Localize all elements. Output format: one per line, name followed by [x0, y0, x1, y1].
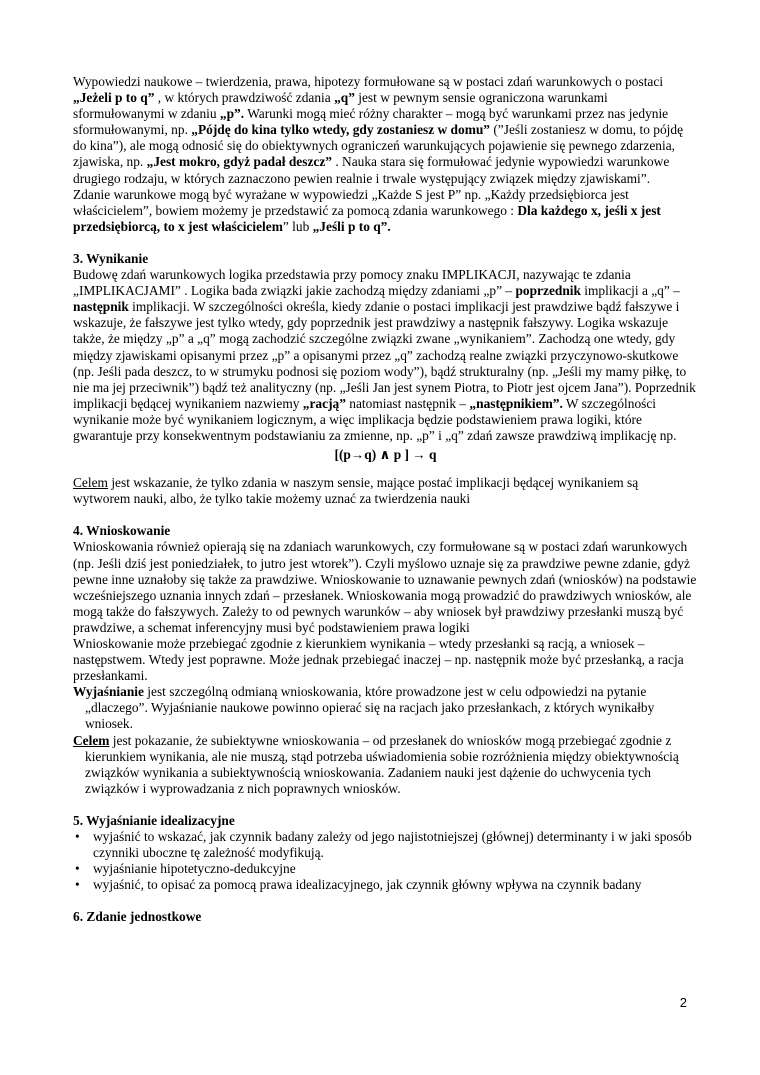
list-item-text: wyjaśnić, to opisać za pomocą prawa idealizacyjnego, jak czynnik główny wpływa na czynnik badany [93, 877, 642, 893]
section-4-heading: 4. Wnioskowanie [73, 523, 171, 539]
section-3-paragraph-1 [73, 267, 698, 444]
text-run: jest pokazanie, że subiektywne wnioskowania – od przesłanek do wniosków mogą przebiegać zgodnie z kierunkiem wynikania, ale nie muszą, stąd potrzeba uświadomienia sobie rozróżnienia między obiektywnością związków wynikania a subiektywnością wnioskowania. Zadaniem nauki jest dążenie do uchwycenia tych związków i wyprowadzania z nich poprawnych wniosków. [85, 732, 679, 796]
section-4-paragraph-1 [73, 539, 698, 636]
bold-text: Celem [73, 732, 110, 748]
text-run: jest wskazanie, że tylko zdania w naszym sensie, mające postać implikacji będącej wynikaniem są wytworem nauki, albo, że tylko takie możemy uznać za twierdzenia nauki [73, 475, 639, 507]
bold-text: „Pójdę do kina tylko wtedy, gdy zostaniesz w domu” [191, 122, 490, 138]
list-item-text: wyjaśnianie hipotetyczno-dedukcyjne [93, 861, 296, 877]
bullet-icon: • [75, 877, 80, 893]
bold-text: Wyjaśnianie [73, 684, 144, 700]
document-body [73, 74, 698, 926]
bold-text: „q” [334, 90, 355, 106]
bold-text: poprzednik [515, 283, 581, 299]
text-run: Wnioskowania również opierają się na zdaniach warunkowych, czy formułowane są w postaci zdań warunkowych (np. Jeśli dziś jest poniedziałek, to jutro jest wtorek”). Czyli myślowo uznaje się za prawdziwe pewne zdanie, gdyż pewne inne uznałoby się także za prawdziwe. Wnioskowanie to uznawanie pewnych zdań (wniosków) na podstawie wcześniejszego uznania innych zdań – przesłanek. Wnioskowania mogą prowadzić do prawdziwych wniosków, ale mogą także do fałszywych. Zależy to od pewnych warunków – aby wniosek był prawdziwy przesłanki muszą być prawdziwe, a schemat inferencyjny musi być podstawieniem prawa logiki [73, 539, 697, 635]
bullet-icon: • [75, 861, 80, 877]
section-4-paragraph-explanation [73, 684, 698, 732]
bullet-icon: • [75, 829, 80, 845]
section-5-heading: 5. Wyjaśnianie idealizacyjne [73, 812, 235, 828]
text-run: implikacji. W szczególności określa, kiedy zdanie o postaci implikacji jest prawdziwe bądź fałszywe i wskazuje, że fałszywe jest tylko wtedy, gdy poprzednik jest prawdziwy a następnik fałszywy. Logika wskazuje także, że między „p” a „q” mogą zachodzić szczególne związki zwane „wynikaniem”. Zachodzą one wtedy, gdy między zjawiskami opisanymi przez „p” a opisanymi przez „q” zachodzą realne związki przyczynowo-skutkowe (np. Jeśli pada deszcz, to w strumyku podnosi się poziom wody”), bądź strukturalny (np. „Jeśli my mamy piłkę, to nie ma jej przeciwnik”) bądź też analityczny (np. „Jeśli Jan jest synem Piotra, to Piotr jest ojcem Jana”). Poprzednik implikacji będącej wynikaniem nazwiemy [73, 299, 696, 411]
bold-text: „racją” [302, 395, 346, 411]
text-run: W szczególności wynikanie może być wynikaniem logicznym, a więc implikacja będzie podstawieniem prawa logiki, które gwarantuje przy konsekwentnym podstawianiu za zmienne, np. „p” i „q” zdań zawsze prawdziwą implikację np. [73, 395, 677, 443]
bold-text: „Jeżeli p to q” [73, 90, 155, 106]
text-run: natomiast następnik – [345, 395, 470, 411]
intro-paragraph-1 [73, 74, 698, 187]
section-4-paragraph-goal [73, 733, 698, 797]
bold-text: Dla każdego x, jeśli x jest przedsiębiorcą, to x jest właścicielem [73, 202, 661, 234]
section-6-heading: 6. Zdanie jednostkowe [73, 909, 202, 925]
list-item-text: wyjaśnić to wskazać, jak czynnik badany zależy od jego najistotniejszej (głównej) determinanty i w jaki sposób czynniki uboczne tę zależność modyfikują. [93, 829, 692, 861]
text-run: , w których prawdziwość zdania [154, 90, 335, 106]
intro-paragraph-2 [73, 187, 698, 235]
text-run: Wnioskowanie może przebiegać zgodnie z kierunkiem wynikania – wtedy przesłanki są racją, a wniosek – następstwem. Wtedy jest poprawne. Może jednak przebiegać inaczej – np. następnik może być przesłanką, a racja przesłankami. [73, 636, 684, 684]
section-3-heading: 3. Wynikanie [73, 250, 149, 266]
text-run: ” lub [282, 218, 313, 234]
text-run: jest szczególną odmianą wnioskowania, które prowadzone jest w celu odpowiedzi na pytanie „dlaczego”. Wyjaśnianie naukowe powinno opierać się na racjach jako przesłankach, z których wynikałby wniosek. [85, 684, 655, 732]
list-item [73, 829, 698, 861]
text-run: implikacji a „q” – [580, 283, 680, 299]
page-number: 2 [679, 995, 687, 1010]
bold-text: „Jeśli p to q”. [312, 218, 391, 234]
bold-text: „następnikiem”. [469, 395, 563, 411]
bold-text: „Jest mokro, gdyż padał deszcz” [146, 154, 332, 170]
text-run: Zdanie warunkowe mogą być wyrażane w wypowiedzi „Każde S jest P” np. „Każdy przedsiębiorca jest właścicielem”, bowiem możemy je przedstawić za pomocą zdania warunkowego : [73, 186, 629, 218]
bold-text: „p”. [219, 106, 245, 122]
text-run: Warunki mogą mieć różny charakter – mogą być warunkami przez nas jedynie sformułowanymi, np. [73, 106, 669, 138]
list-item [73, 861, 698, 877]
text-run: Budowę zdań warunkowych logika przedstawia przy pomocy znaku IMPLIKACJI, nazywając te zdania „IMPLIKACJAMI” . Logika bada związki jakie zachodzą między zdaniami „p” – [73, 267, 631, 299]
section-5-bullet-list [73, 829, 698, 893]
section-4-paragraph-2 [73, 636, 698, 684]
text-run: (”Jeśli zostaniesz w domu, to pójdę do kina”), ale mogą odnosić się do obiektywnych ograniczeń warunkujących pojawienie się pewnego zdarzenia, zjawiska, np. [73, 122, 684, 170]
text-run: . Nauka stara się formułować jedynie wypowiedzi warunkowe drugiego rodzaju, w których zaznaczono pewien realnie i trwale występujący związek między zjawiskami”. [73, 154, 670, 186]
underlined-text: Celem [73, 475, 108, 491]
implication-formula: [(p→q) ∧ p ] → q [334, 447, 437, 463]
bold-text: następnik [73, 299, 129, 315]
section-3-paragraph-goal [73, 475, 698, 507]
list-item [73, 877, 698, 893]
text-run: jest w pewnym sensie ograniczona warunkami sformułowanymi w zdaniu [73, 90, 608, 122]
text-run: Wypowiedzi naukowe – twierdzenia, prawa, hipotezy formułowane są w postaci zdań warunkowych o postaci [73, 74, 664, 89]
